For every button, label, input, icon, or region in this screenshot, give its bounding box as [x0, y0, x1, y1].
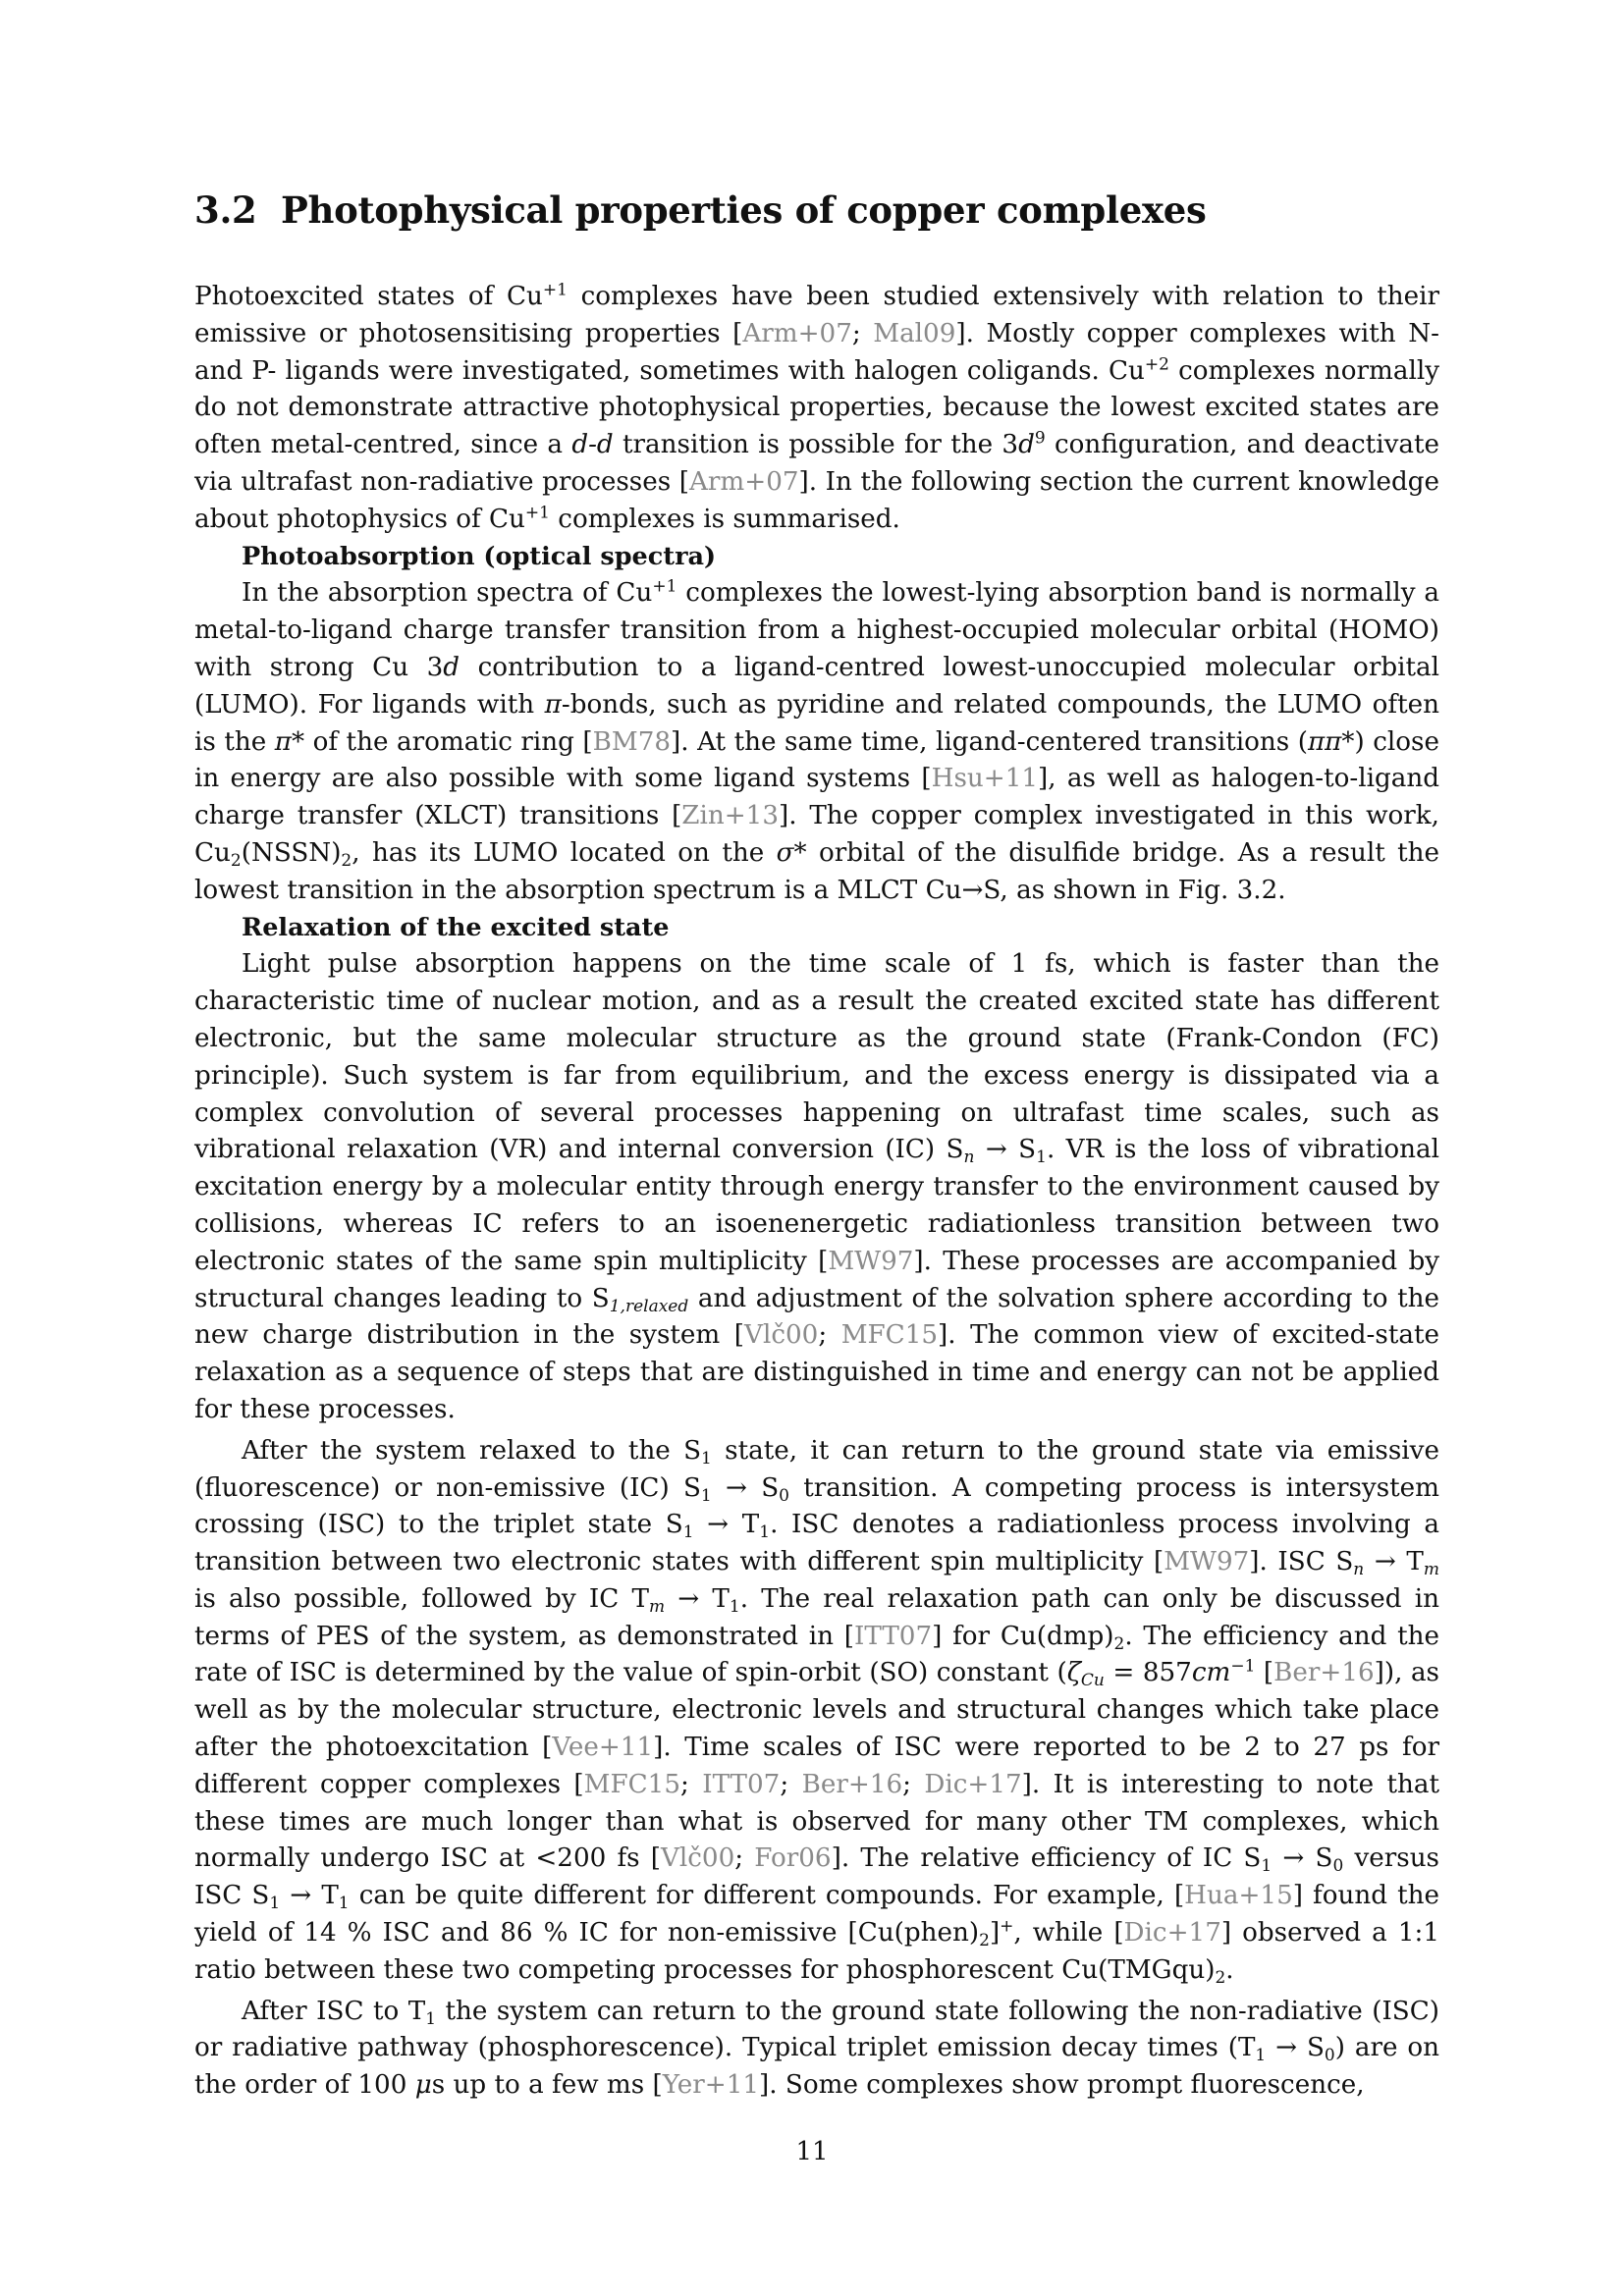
citation-link[interactable]: MFC15: [840, 1320, 939, 1351]
citation-link[interactable]: MFC15: [583, 1769, 681, 1799]
citation-link[interactable]: Arm+07: [742, 318, 852, 348]
page-number: 11: [795, 2137, 829, 2166]
paragraph-isc: After the system relaxed to the $S_1$ state, it can return to the ground state via emissive (fluorescence) or non-emissive (IC) $S_1 \to S_0$ transition. A competing process is intersystem crossing (ISC) to the triplet state $S_1 \to T_1$. ISC denotes a radiationless process involving a transition between two electronic states with different spin multiplicity [MW97]. ISC $S_n \to T_m$ is also possible, followed by IC $T_m \to T_1$. The real relaxation path can only be discussed in terms of PES of the system, as demonstrated in [ITT07] for $Cu(dmp)_2$. The efficiency and the rate of ISC is determined by the value of spin-orbit (SO) constant ($\zeta_{Cu} = 857cm^{-1}$ [Ber+16]), as well as by the molecular structure, electronic levels and structural changes which take place after the photoexcitation [Vee+11]. Time scales of ISC were reported to be 2 to 27 ps for different copper complexes [MFC15; ITT07; Ber+16; Dic+17]. It is interesting to note that these times are much longer than what is observed for many other TM complexes, which normally undergo ISC at <200 fs [Vlč00; For06]. The relative efficiency of IC $S_1 \to S_0$ versus ISC $S_1 \to T_1$ can be quite different for different compounds. For example, [Hua+15] found the yield of 14 % ISC and 86 % IC for non-emissive $[Cu(phen)_2]^+$, while [Dic+17] observed a 1:1 ratio between these two competing processes for phosphorescent $Cu(TMGqu)_2$.: [194, 1435, 1440, 1988]
subheading-photoabsorption: Photoabsorption (optical spectra): [242, 541, 717, 571]
citation-link[interactable]: Hua+15: [1184, 1881, 1293, 1911]
citation-link[interactable]: ITT07: [854, 1621, 933, 1651]
paragraph-phosphorescence: After ISC to $T_1$ the system can return to the ground state following the non-radiative (ISC) or radiative pathway (phosphorescence). Typical triplet emission decay times $(T_1 \to S_0)$ are on the order of 100 μs up to a few ms [Yer+11]. Some complexes show prompt fluorescence,: [194, 1996, 1439, 2101]
section-number: 3.2: [194, 188, 257, 232]
citation-link[interactable]: Ber+16: [1273, 1658, 1375, 1688]
paragraph-intro: Photoexcited states of $Cu^{+1}$ complexes have been studied extensively with relation to their emissive or photosensitising properties [Arm+07; Mal09]. Mostly copper complexes with N- and P- ligands were investigated, sometimes with halogen coligands. $Cu^{+2}$ complexes normally do not demonstrate attractive photophysical properties, because the lowest excited states are often metal-centred, since a d-d transition is possible for the $3d^9$ configuration, and deactivate via ultrafast non-radiative processes [Arm+07]. In the following section the current knowledge about photophysics of $Cu^{+1}$ complexes is summarised.: [194, 280, 1440, 534]
citation-link[interactable]: Mal09: [873, 318, 956, 348]
citation-link[interactable]: BM78: [592, 726, 672, 757]
citation-link[interactable]: Zin+13: [681, 801, 779, 831]
citation-link[interactable]: Vee+11: [552, 1733, 654, 1763]
section-title: Photophysical properties of copper complexes: [281, 188, 1207, 232]
citation-link[interactable]: MW97: [1164, 1547, 1250, 1577]
citation-link[interactable]: ITT07: [702, 1769, 781, 1799]
subheading-relaxation: Relaxation of the excited state: [242, 912, 670, 942]
citation-link[interactable]: Vlč00: [744, 1320, 819, 1351]
page-body: [194, 187, 1439, 2105]
citation-link[interactable]: Yer+11: [662, 2070, 760, 2101]
paragraph-photoabsorption: In the absorption spectra of $Cu^{+1}$ complexes the lowest-lying absorption band is normally a metal-to-ligand charge transfer transition from a highest-occupied molecular orbital (HOMO) with strong Cu 3d contribution to a ligand-centred lowest-unoccupied molecular orbital (LUMO). For ligands with π-bonds, such as pyridine and related compounds, the LUMO often is the π* of the aromatic ring [BM78]. At the same time, ligand-centered transitions (ππ*) close in energy are also possible with some ligand systems [Hsu+11], as well as halogen-to-ligand charge transfer (XLCT) transitions [Zin+13]. The copper complex investigated in this work, $Cu_2(NSSN)_2$, has its LUMO located on the σ* orbital of the disulfide bridge. As a result the lowest transition in the absorption spectrum is a MLCT Cu→S, as shown in Fig. 3.2.: [194, 577, 1439, 905]
citation-link[interactable]: Dic+17: [1123, 1918, 1221, 1949]
citation-link[interactable]: Dic+17: [924, 1769, 1022, 1799]
citation-link[interactable]: For06: [754, 1843, 832, 1874]
citation-link[interactable]: Hsu+11: [931, 764, 1039, 794]
citation-link[interactable]: Arm+07: [688, 466, 799, 497]
paragraph-relaxation: Light pulse absorption happens on the time scale of 1 fs, which is faster than the characteristic time of nuclear motion, and as a result the created excited state has different electronic, but the same molecular structure as the ground state (Frank-Condon (FC) principle). Such system is far from equilibrium, and the excess energy is dissipated via a complex convolution of several processes happening on ultrafast time scales, such as vibrational relaxation (VR) and internal conversion (IC) $S_n \to S_1$. VR is the loss of vibrational excitation energy by a molecular entity through energy transfer to the environment caused by collisions, whereas IC refers to an isoenenergetic radiationless transition between two electronic states of the same spin multiplicity [MW97]. These processes are accompanied by structural changes leading to $S_{1,relaxed}$ and adjustment of the solvation sphere according to the new charge distribution in the system [Vlč00; MFC15]. The common view of excited-state relaxation as a sequence of steps that are distinguished in time and energy can not be applied for these processes.: [194, 949, 1440, 1424]
section-heading: [194, 187, 1439, 234]
citation-link[interactable]: MW97: [828, 1246, 914, 1276]
citation-link[interactable]: Ber+16: [801, 1769, 903, 1799]
citation-link[interactable]: Vlč00: [660, 1843, 735, 1874]
